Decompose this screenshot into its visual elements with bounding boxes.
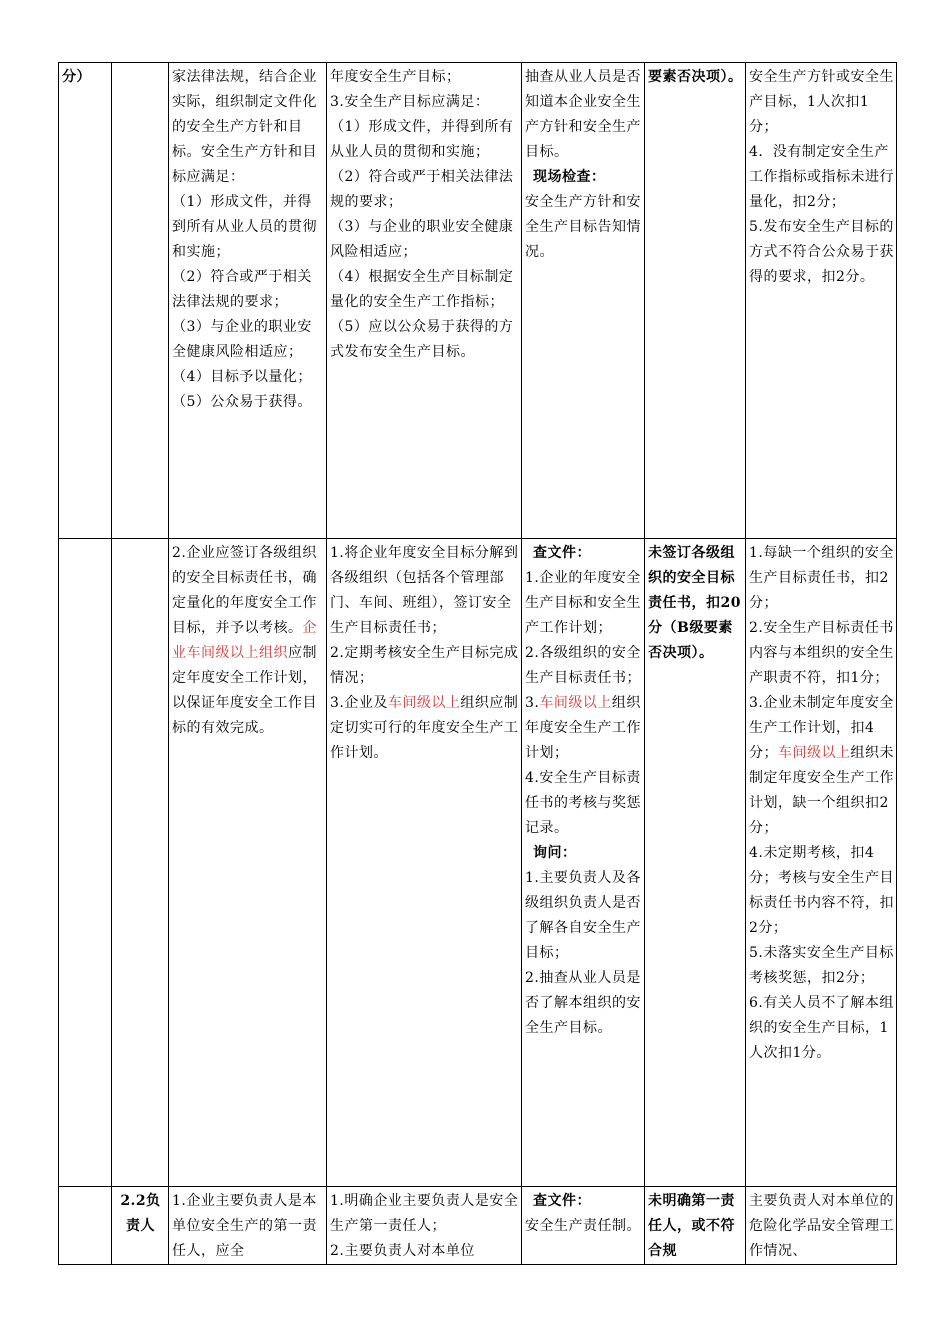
veto-cell: 要素否决项）。	[645, 63, 746, 539]
requirement-cell	[169, 63, 327, 539]
requirement-line: 家法律法规，结合企业实际，组织制定文件化的安全生产方针和目标。安全生产方针和目标应满足：	[172, 69, 317, 185]
category-cell	[59, 539, 112, 1187]
requirement-line: （4）目标予以量化；	[172, 369, 312, 385]
highlight-text: 车间级以上	[778, 745, 851, 761]
check-heading: 询问：	[533, 845, 577, 861]
check-line: 1.主要负责人及各级组织负责人是否了解各自安全生产目标；	[525, 870, 641, 961]
deduction-line: 6.有关人员不了解本组织的安全生产目标，1人次扣1分。	[749, 995, 894, 1061]
check-line: 2.抽查从业人员是否了解本组织的安全生产目标。	[525, 970, 641, 1036]
element-cell	[112, 539, 169, 1187]
method-text: 组织应制定切实可行的年度安全生产工作计划。	[330, 695, 519, 761]
check-cell	[522, 1187, 645, 1265]
deduction-line: 5.未落实安全生产目标考核奖惩，扣2分；	[749, 945, 894, 986]
check-text: 3.	[525, 695, 540, 711]
deduction-line: 2.安全生产目标责任书内容与本组织的安全生产职责不符，扣1分；	[749, 620, 894, 686]
check-line: 4.安全生产目标责任书的考核与奖惩记录。	[525, 770, 641, 836]
method-line: 2.定期考核安全生产目标完成情况；	[330, 645, 519, 686]
method-line: 2.主要负责人对本单位	[330, 1243, 475, 1259]
method-line: （2）符合或严于相关法律法规的要求；	[330, 169, 514, 210]
requirement-line: （1）形成文件，并得到所有从业人员的贯彻和实施；	[172, 194, 317, 260]
method-line: 1.明确企业主要负责人是安全生产第一责任人；	[330, 1193, 519, 1234]
table-row	[59, 63, 897, 539]
method-line: 3.安全生产目标应满足：	[330, 94, 490, 110]
check-heading: 查文件：	[533, 545, 591, 561]
deduction-cell: 主要负责人对本单位的危险化学品安全管理工作情况、	[746, 1187, 897, 1265]
requirement-line: （2）符合或严于相关法律法规的要求；	[172, 269, 312, 310]
method-text: 3.企业及	[330, 695, 388, 711]
highlight-text: 车间级以上	[539, 695, 612, 711]
deduction-line: 安全生产方针或安全生产目标，1人次扣1分；	[749, 69, 894, 135]
check-line: 安全生产责任制。	[525, 1218, 641, 1234]
check-heading: 现场检查：	[533, 169, 606, 185]
deduction-cell	[746, 539, 897, 1187]
category-cell: 分）	[59, 63, 112, 539]
method-line: （3）与企业的职业安全健康风险相适应；	[330, 219, 514, 260]
check-cell	[522, 539, 645, 1187]
requirement-cell: 1.企业主要负责人是本单位安全生产的第一责任人，应全	[169, 1187, 327, 1265]
method-cell	[327, 539, 522, 1187]
deduction-text: 3.企业未制定年度安全生产工作计划，扣4分；	[749, 695, 894, 761]
requirement-text: 2.企业应签订各级组织的安全目标责任书，确定量化的年度安全工作目标，并予以考核。	[172, 545, 317, 636]
element-cell	[112, 63, 169, 539]
veto-cell: 未签订各级组织的安全目标责任书，扣20分（B级要素否决项）。	[645, 539, 746, 1187]
method-cell	[327, 63, 522, 539]
deduction-text: 组织未制定年度安全生产工作计划，缺一个组织扣2分；	[749, 745, 894, 836]
method-line	[330, 691, 519, 766]
table-row	[59, 539, 897, 1187]
deduction-line: 5.发布安全生产目标的方式不符合公众易于获得的要求，扣2分。	[749, 219, 894, 285]
highlight-text: 车间级以上	[387, 695, 461, 711]
check-line: 抽查从业人员是否知道本企业安全生产方针和安全生产目标。	[525, 69, 641, 160]
check-heading: 查文件：	[533, 1193, 591, 1209]
method-line: （5）应以公众易于获得的方式发布安全生产目标。	[330, 319, 514, 360]
standard-table	[58, 62, 897, 1265]
deduction-line: 4．没有制定安全生产工作指标或指标未进行量化，扣2分；	[749, 144, 894, 210]
deduction-line	[749, 691, 894, 841]
deduction-line: 1.每缺一个组织的安全生产目标责任书，扣2分；	[749, 545, 894, 611]
check-cell	[522, 63, 645, 539]
deduction-cell	[746, 63, 897, 539]
check-line: 1.企业的年度安全生产目标和安全生产工作计划；	[525, 570, 641, 636]
deduction-line: 4.未定期考核，扣4分；考核与安全生产目标责任书内容不符，扣2分；	[749, 845, 894, 936]
highlight-text: 企业车间级以上组织	[172, 620, 317, 661]
check-text: 组织年度安全生产工作计划；	[525, 695, 641, 761]
requirement-text: 应制定年度安全工作计划，以保证年度安全工作目标的有效完成。	[172, 645, 317, 736]
method-line: 年度安全生产目标；	[330, 69, 461, 85]
check-line: 2.各级组织的安全生产目标责任书；	[525, 645, 641, 686]
method-line: 1.将企业年度安全目标分解到各级组织（包括各个管理部门、车间、班组），签订安全生产目标责任书；	[330, 545, 519, 636]
requirement-line: （5）公众易于获得。	[172, 394, 312, 410]
category-cell	[59, 1187, 112, 1265]
check-line: 安全生产方针和安全生产目标告知情况。	[525, 194, 641, 260]
check-line	[525, 691, 642, 766]
requirement-cell	[169, 539, 327, 1187]
table-row	[59, 1187, 897, 1265]
method-line: （4）根据安全生产目标制定量化的安全生产工作指标；	[330, 269, 514, 310]
method-line: （1）形成文件，并得到所有从业人员的贯彻和实施；	[330, 119, 514, 160]
veto-cell: 未明确第一责任人，或不符合规	[645, 1187, 746, 1265]
requirement-line: （3）与企业的职业安全健康风险相适应；	[172, 319, 312, 360]
element-cell: 2.2负责人	[112, 1187, 169, 1265]
method-cell	[327, 1187, 522, 1265]
